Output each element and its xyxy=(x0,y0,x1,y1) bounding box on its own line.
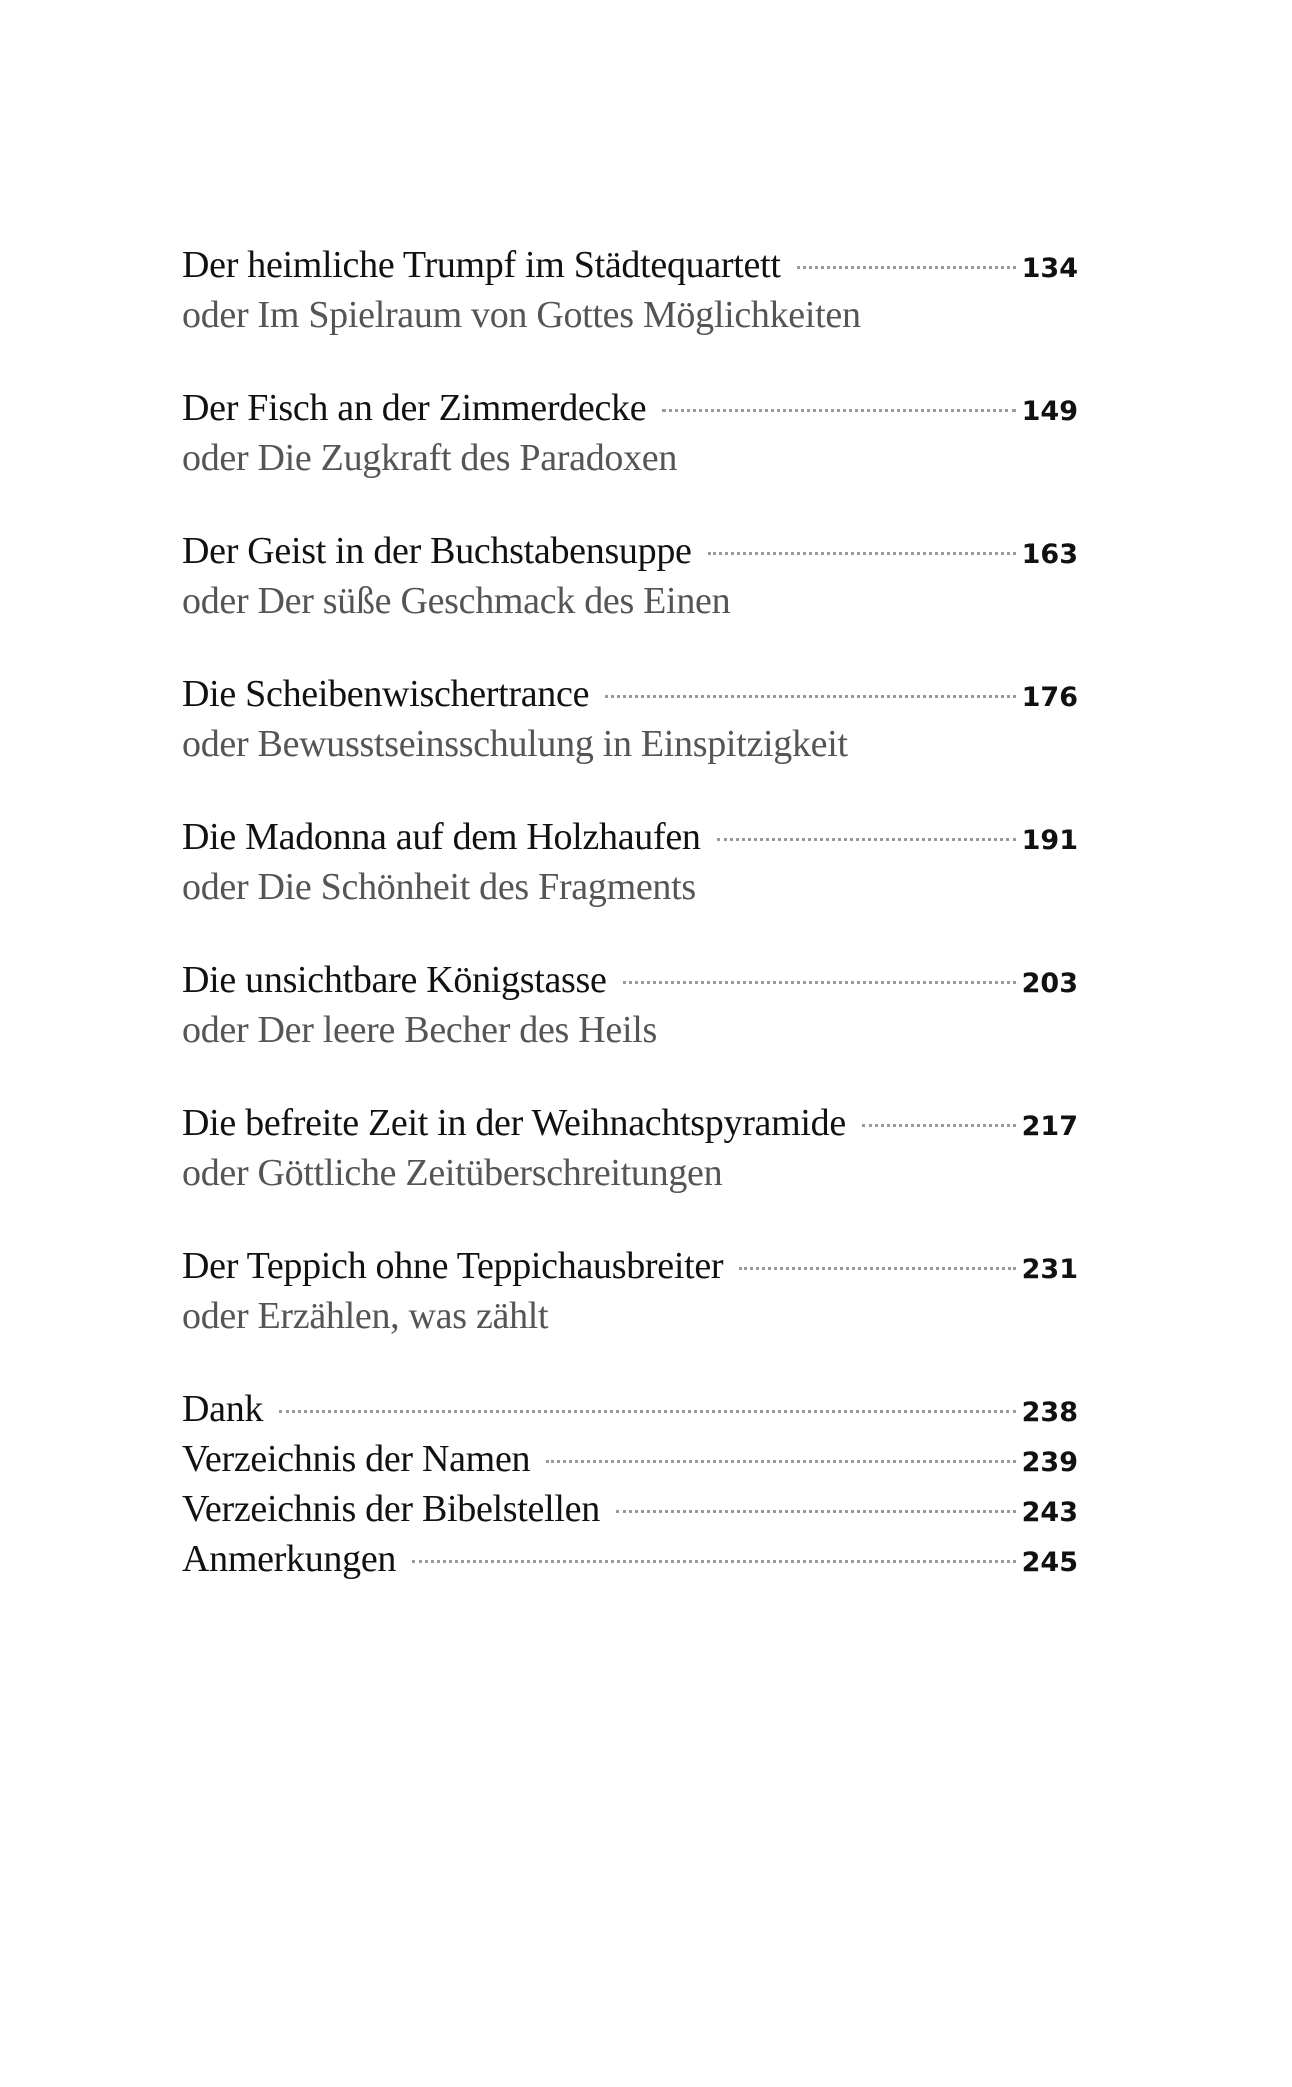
entry-subtitle: oder Die Zugkraft des Paradoxen xyxy=(182,437,678,479)
page-number: 134 xyxy=(1021,253,1078,284)
toc-entry xyxy=(182,812,1078,912)
toc-line xyxy=(182,1434,1078,1484)
dot-leader xyxy=(623,981,1016,984)
toc-line xyxy=(182,1241,1078,1291)
page-number: 217 xyxy=(1021,1111,1078,1142)
toc-entry xyxy=(182,955,1078,1055)
entry-subtitle: oder Der leere Becher des Heils xyxy=(182,1009,657,1051)
dot-leader xyxy=(279,1410,1016,1413)
entry-subtitle: oder Göttliche Zeitüberschreitungen xyxy=(182,1152,723,1194)
dot-leader xyxy=(616,1510,1016,1513)
page-number: 203 xyxy=(1021,968,1078,999)
toc-entry xyxy=(182,1241,1078,1341)
page-number: 243 xyxy=(1021,1497,1078,1528)
entry-title: Die unsichtbare Königstasse xyxy=(182,959,607,1001)
entry-title: Der heimliche Trumpf im Städtequartett xyxy=(182,244,781,286)
entry-title: Der Teppich ohne Teppichausbreiter xyxy=(182,1245,724,1287)
page-number: 238 xyxy=(1021,1397,1078,1428)
dot-leader xyxy=(797,266,1016,269)
entry-title: Anmerkungen xyxy=(182,1538,397,1580)
dot-leader xyxy=(739,1267,1015,1270)
dot-leader xyxy=(862,1124,1016,1127)
toc-line xyxy=(182,1098,1078,1148)
entry-title: Verzeichnis der Namen xyxy=(182,1438,531,1480)
toc-line xyxy=(182,526,1078,576)
page-number: 245 xyxy=(1021,1547,1078,1578)
entry-title: Die Scheibenwischertrance xyxy=(182,673,590,715)
entry-title: Der Fisch an der Zimmerdecke xyxy=(182,387,647,429)
toc-line xyxy=(182,669,1078,719)
table-of-contents xyxy=(182,240,1078,1584)
page-number: 149 xyxy=(1021,396,1078,427)
entry-title: Die befreite Zeit in der Weihnachtspyramide xyxy=(182,1102,846,1144)
page-number: 231 xyxy=(1021,1254,1078,1285)
toc-entry xyxy=(182,240,1078,340)
toc-line xyxy=(182,1484,1078,1534)
toc-entry xyxy=(182,1098,1078,1198)
dot-leader xyxy=(708,552,1016,555)
chapter-list xyxy=(182,240,1078,1341)
entry-title: Die Madonna auf dem Holzhaufen xyxy=(182,816,701,858)
entry-subtitle: oder Der süße Geschmack des Einen xyxy=(182,580,731,622)
toc-entry xyxy=(182,526,1078,626)
toc-line xyxy=(182,1384,1078,1434)
dot-leader xyxy=(662,409,1015,412)
dot-leader xyxy=(546,1460,1015,1463)
toc-line xyxy=(182,1534,1078,1584)
entry-subtitle: oder Bewusstseinsschulung in Einspitzigkeit xyxy=(182,723,848,765)
toc-line xyxy=(182,812,1078,862)
page-number: 176 xyxy=(1021,682,1078,713)
dot-leader xyxy=(605,695,1015,698)
entry-subtitle: oder Die Schönheit des Fragments xyxy=(182,866,696,908)
entry-title: Verzeichnis der Bibelstellen xyxy=(182,1488,600,1530)
entry-title: Dank xyxy=(182,1388,264,1430)
page-number: 191 xyxy=(1021,825,1078,856)
entry-subtitle: oder Erzählen, was zählt xyxy=(182,1295,549,1337)
toc-line xyxy=(182,955,1078,1005)
toc-line xyxy=(182,240,1078,290)
page-number: 239 xyxy=(1021,1447,1078,1478)
entry-subtitle: oder Im Spielraum von Gottes Möglichkeiten xyxy=(182,294,861,336)
page-number: 163 xyxy=(1021,539,1078,570)
dot-leader xyxy=(717,838,1016,841)
appendix-list xyxy=(182,1384,1078,1584)
dot-leader xyxy=(412,1560,1016,1563)
entry-title: Der Geist in der Buchstabensuppe xyxy=(182,530,692,572)
toc-entry xyxy=(182,383,1078,483)
toc-line xyxy=(182,383,1078,433)
toc-entry xyxy=(182,669,1078,769)
